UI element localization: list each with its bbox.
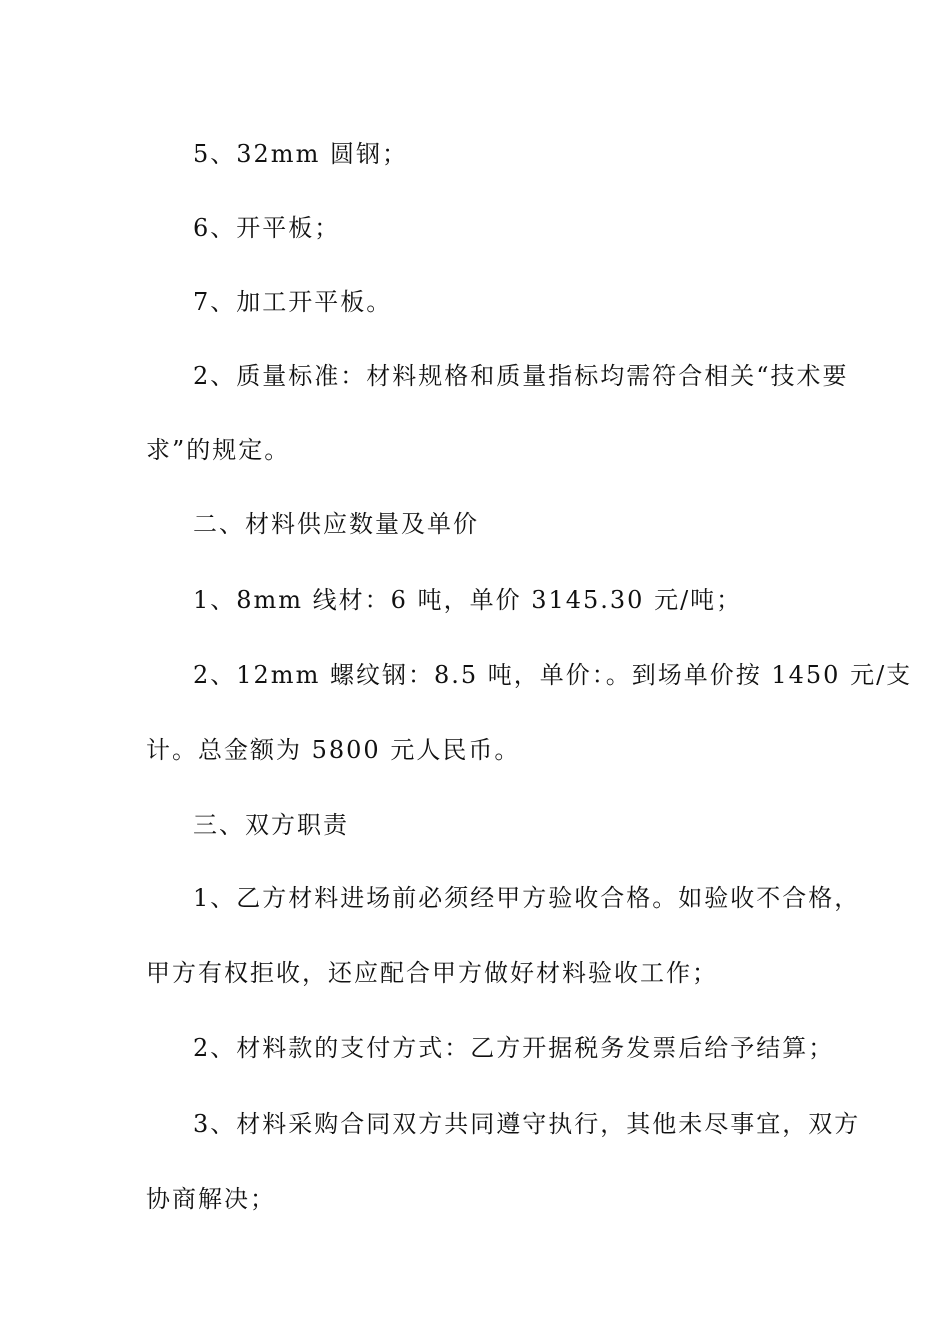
responsibility-item-contract-line-2: 协商解决； xyxy=(146,1185,276,1213)
price-item-rebar-line-2: 计。总金额为 5800 元人民币。 xyxy=(146,736,521,764)
list-item-processed-flat-sheet: 7、加工开平板。 xyxy=(193,288,393,316)
quality-standard-paragraph-line-2: 求”的规定。 xyxy=(146,436,291,464)
price-item-wire-rod: 1、8mm 线材：6 吨，单价 3145.30 元/吨； xyxy=(193,586,743,614)
responsibility-item-inspection-line-2: 甲方有权拒收，还应配合甲方做好材料验收工作； xyxy=(146,959,718,987)
list-item-flat-sheet: 6、开平板； xyxy=(193,214,341,242)
quality-standard-paragraph-line-1: 2、质量标准：材料规格和质量指标均需符合相关“技术要 xyxy=(193,362,849,390)
section-heading-responsibilities: 三、双方职责 xyxy=(193,811,349,839)
responsibility-item-contract-line-1: 3、材料采购合同双方共同遵守执行，其他未尽事宜，双方 xyxy=(193,1110,861,1138)
price-item-rebar-line-1: 2、12mm 螺纹钢：8.5 吨，单价：。到场单价按 1450 元/支 xyxy=(193,661,913,689)
responsibility-item-inspection-line-1: 1、乙方材料进场前必须经甲方验收合格。如验收不合格， xyxy=(193,884,861,912)
responsibility-item-payment: 2、材料款的支付方式：乙方开据税务发票后给予结算； xyxy=(193,1034,835,1062)
list-item-32mm-round-steel: 5、32mm 圆钢； xyxy=(193,140,408,168)
section-heading-supply-quantity-price: 二、材料供应数量及单价 xyxy=(193,510,479,538)
